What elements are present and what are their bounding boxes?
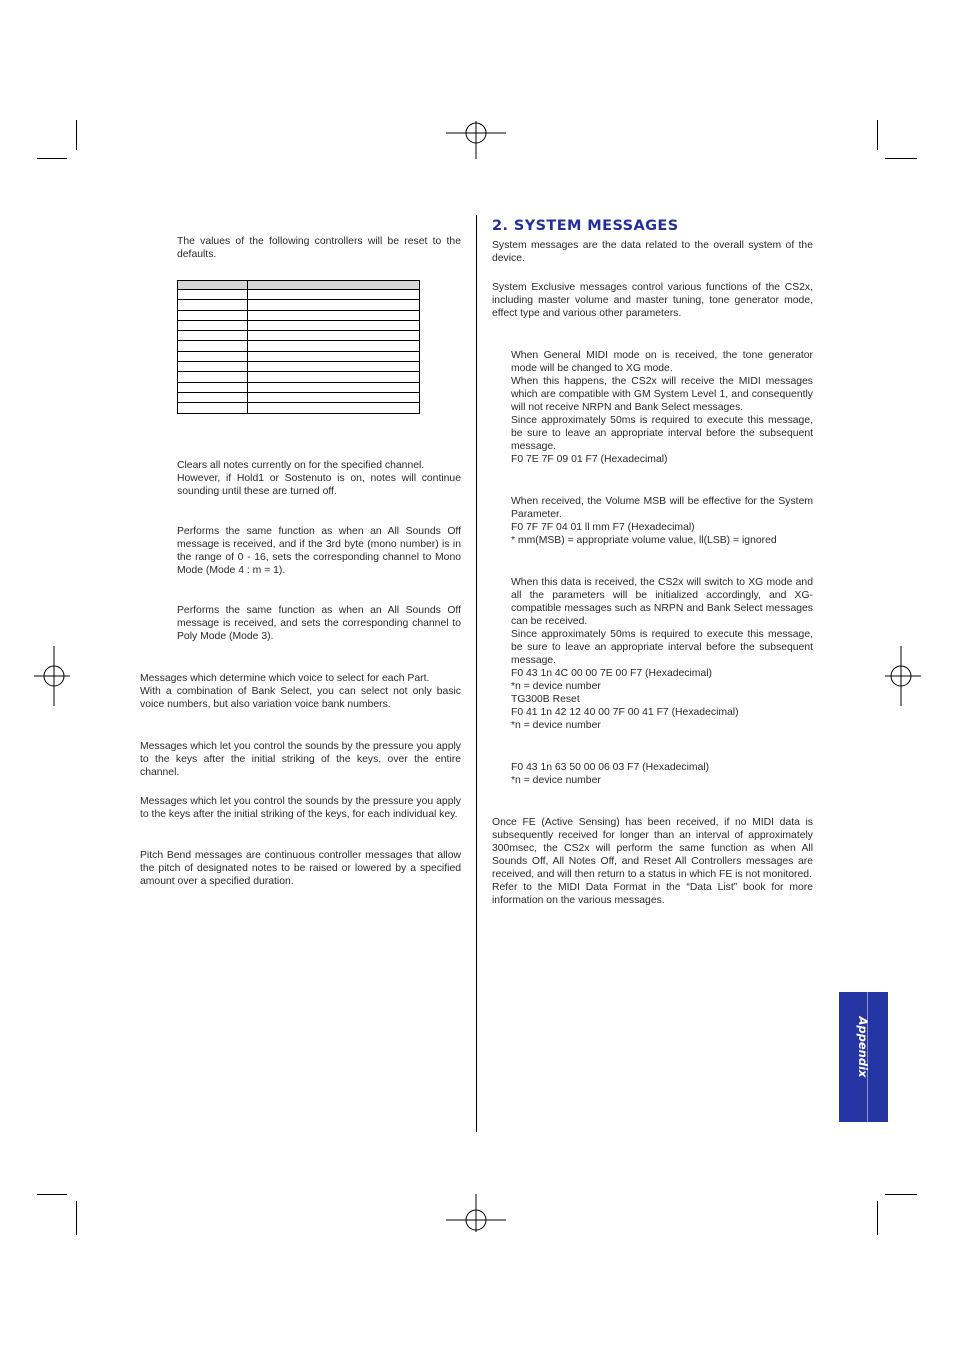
mono-mode-paragraph: Performs the same function as when an All Sounds Off message is received, and if the 3rd byte (mono number) is in the range of 0 - 16, sets the corresponding channel to Mono Mode (Mode 4 : m = 1). bbox=[177, 526, 461, 576]
appendix-tab-label: Appendix bbox=[856, 1016, 870, 1078]
hex-code: F0 41 1n 42 12 40 00 7F 00 41 F7 (Hexadecimal) bbox=[511, 707, 739, 718]
note: *n = device number bbox=[511, 720, 601, 731]
note: * mm(MSB) = appropriate volume value, ll(LSB) = ignored bbox=[511, 535, 777, 546]
table-row bbox=[178, 351, 420, 361]
crop-mark bbox=[885, 158, 917, 159]
channel-aftertouch-paragraph: Messages which let you control the sounds by the pressure you apply to the keys after the initial striking of the keys, over the entire channel. bbox=[140, 741, 461, 778]
table-row bbox=[178, 341, 420, 351]
registration-mark-bottom bbox=[446, 1190, 506, 1250]
crop-mark bbox=[877, 120, 878, 150]
table-row bbox=[178, 403, 420, 413]
registration-mark-right bbox=[871, 646, 931, 706]
table-row bbox=[178, 331, 420, 341]
crop-mark bbox=[37, 158, 67, 159]
paragraph: TG300B Reset bbox=[511, 694, 580, 705]
appendix-tab[interactable] bbox=[839, 992, 888, 1122]
section-heading: 2. SYSTEM MESSAGES bbox=[492, 218, 679, 234]
table-row bbox=[178, 320, 420, 330]
table-header-row bbox=[178, 281, 420, 290]
table-row bbox=[178, 290, 420, 300]
hex-code: F0 7F 7F 04 01 ll mm F7 (Hexadecimal) bbox=[511, 522, 695, 533]
system-messages-intro: System messages are the data related to the overall system of the device. bbox=[492, 240, 813, 264]
column-divider bbox=[476, 215, 477, 1132]
controller-defaults-table bbox=[177, 280, 420, 414]
paragraph: When General MIDI mode on is received, the tone generator mode will be changed to XG mode. bbox=[511, 350, 813, 374]
crop-mark bbox=[76, 1201, 77, 1235]
paragraph: When this data is received, the CS2x will switch to XG mode and all the parameters will be initialized accordingly, and XG-compatible messages such as NRPN and Bank Select messages can be received. bbox=[511, 577, 813, 627]
hex-code: F0 43 1n 4C 00 00 7E 00 F7 (Hexadecimal) bbox=[511, 668, 712, 679]
table-row bbox=[178, 392, 420, 402]
table-row bbox=[178, 310, 420, 320]
paragraph: Since approximately 50ms is required to execute this message, be sure to leave an appropriate interval before the subsequent message. bbox=[511, 415, 813, 452]
pitch-bend-paragraph: Pitch Bend messages are continuous controller messages that allow the pitch of designated notes to be raised or lowered by a specified amount over a specified duration. bbox=[140, 850, 461, 887]
paragraph: When this happens, the CS2x will receive the MIDI messages which are compatible with GM System Level 1, and consequently will not receive NRPN and Bank Select messages. bbox=[511, 376, 813, 413]
note: *n = device number bbox=[511, 775, 601, 786]
table-row bbox=[178, 382, 420, 392]
table-row bbox=[178, 372, 420, 382]
paragraph: Once FE (Active Sensing) has been received, if no MIDI data is subsequently received for longer than an interval of approximately 300msec, the CS2x will perform the same function as when All Sounds Off, All Notes Off, and Reset All Controllers messages are received, and will then return to a status in which FE is not monitored. bbox=[492, 817, 813, 880]
paragraph: Messages which determine which voice to select for each Part. bbox=[140, 673, 430, 684]
polyphonic-aftertouch-paragraph: Messages which let you control the sounds by the pressure you apply to the keys after the initial striking of the keys, for each individual key. bbox=[140, 796, 461, 820]
paragraph: When received, the Volume MSB will be effective for the System Parameter. bbox=[511, 496, 813, 520]
paragraph: However, if Hold1 or Sostenuto is on, notes will continue sounding until these are turned off. bbox=[177, 473, 461, 497]
poly-mode-paragraph: Performs the same function as when an All Sounds Off message is received, and sets the corresponding channel to Poly Mode (Mode 3). bbox=[177, 605, 461, 642]
paragraph: With a combination of Bank Select, you can select not only basic voice numbers, but also variation voice bank numbers. bbox=[140, 686, 461, 710]
hex-code: F0 43 1n 63 50 00 06 03 F7 (Hexadecimal) bbox=[511, 762, 710, 773]
sysex-intro-paragraph: System Exclusive messages control various functions of the CS2x, including master volume and master tuning, tone generator mode, effect type and various other parameters. bbox=[492, 282, 813, 319]
paragraph: Since approximately 50ms is required to execute this message, be sure to leave an appropriate interval before the subsequent message. bbox=[511, 629, 813, 666]
registration-mark-top bbox=[446, 103, 506, 163]
paragraph: Refer to the MIDI Data Format in the “Data List” book for more information on the various messages. bbox=[492, 882, 813, 906]
crop-mark bbox=[877, 1201, 878, 1235]
paragraph: Clears all notes currently on for the specified channel. bbox=[177, 460, 425, 471]
crop-mark bbox=[76, 120, 77, 150]
crop-mark bbox=[37, 1194, 67, 1195]
note: *n = device number bbox=[511, 681, 601, 692]
registration-mark-left bbox=[24, 646, 84, 706]
table-row bbox=[178, 362, 420, 372]
table-row bbox=[178, 300, 420, 310]
hex-code: F0 7E 7F 09 01 F7 (Hexadecimal) bbox=[511, 454, 668, 465]
reset-controllers-intro: The values of the following controllers will be reset to the defaults. bbox=[177, 236, 461, 260]
crop-mark bbox=[885, 1194, 917, 1195]
